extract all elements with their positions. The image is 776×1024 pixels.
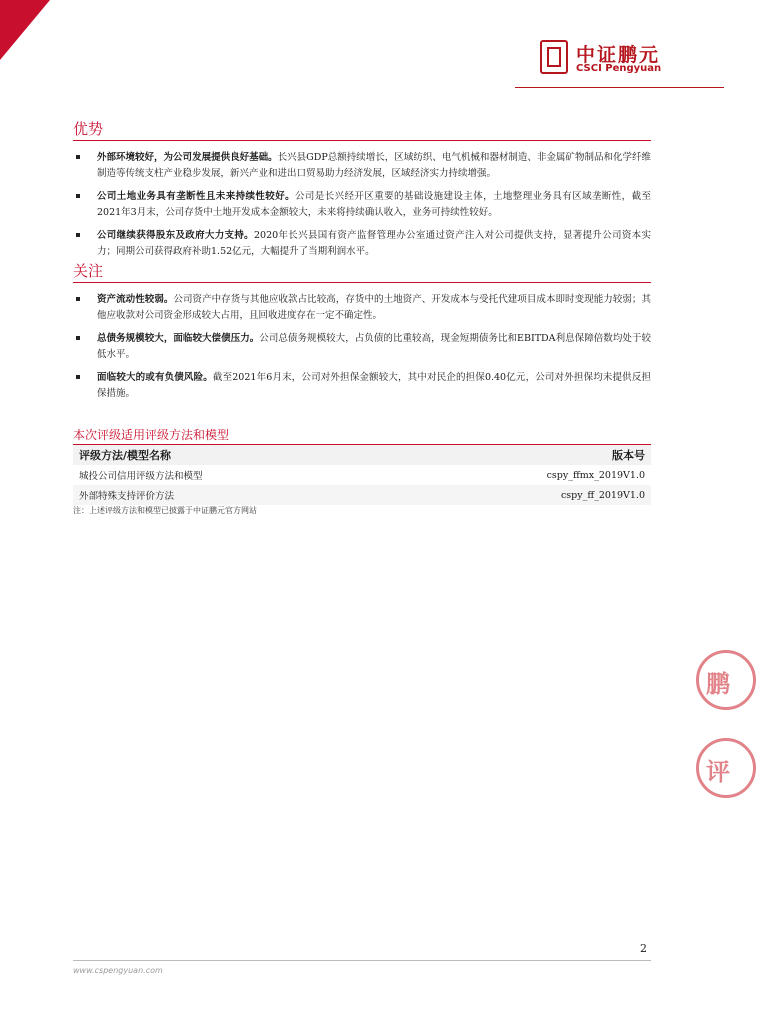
brand-name-cn: 中证鹏元: [576, 44, 661, 66]
strengths-divider: [73, 140, 651, 141]
bullet-lead: 资产流动性较弱。: [97, 294, 174, 305]
stamp-glyph: 评: [706, 758, 730, 786]
list-item: [73, 370, 651, 401]
footer-divider: [73, 960, 651, 961]
logo-seal-icon: [540, 40, 568, 74]
list-item: [73, 292, 651, 323]
method-version-cell: cspy_ffmx_2019V1.0: [546, 469, 645, 481]
bullet-text: 公司资产中存货与其他应收款占比较高，存货中的土地资产、开发成本与受托代建项目成本即时变现能力较弱；其他应收款对公司资金形成较大占用，且回收进度存在一定不确定性。: [97, 294, 651, 321]
footer-url: www.cspengyuan.com: [73, 966, 163, 975]
concerns-list: [73, 292, 651, 409]
bullet-text: 长兴县GDP总额持续增长，区域纺织、电气机械和器材制造、非金属矿物制品和化学纤维制造等传统支柱产业稳步发展，新兴产业和进出口贸易助力经济发展，区域经济实力持续增强。: [97, 152, 651, 179]
strengths-list: [73, 150, 651, 267]
concerns-divider: [73, 282, 651, 283]
list-item: [73, 228, 651, 259]
table-header-row: [73, 445, 651, 466]
corner-decoration: [0, 0, 50, 60]
strengths-heading: 优势: [73, 120, 104, 138]
page-number: 2: [640, 942, 647, 955]
header-divider: [515, 87, 724, 88]
table-row: [73, 485, 651, 505]
table-row: [73, 465, 651, 485]
methods-table: [73, 444, 651, 505]
method-version-cell: cspy_ff_2019V1.0: [392, 485, 652, 505]
column-header-name: 评级方法/模型名称: [73, 445, 392, 466]
list-item: [73, 331, 651, 362]
bullet-lead: 总债务规模较大，面临较大偿债压力。: [97, 333, 260, 344]
bullet-lead: 外部环境较好，为公司发展提供良好基础。: [97, 152, 278, 163]
bullet-lead: 公司土地业务具有垄断性且未来持续性较好。: [97, 191, 295, 202]
company-logo: [540, 40, 680, 80]
bullet-lead: 公司继续获得股东及政府大力支持。: [97, 230, 254, 241]
bullet-text: 公司总债务规模较大，占负债的比重较高，现金短期债务比和EBITDA利息保障倍数均处于较低水平。: [97, 333, 651, 360]
bullet-text: 截至2021年6月末，公司对外担保金额较大，其中对民企的担保0.40亿元，公司对外担保均未提供反担保措施。: [97, 372, 651, 399]
methods-table-title: 本次评级适用评级方法和模型: [73, 428, 230, 442]
column-header-version: 版本号: [392, 445, 652, 466]
list-item: [73, 150, 651, 181]
bullet-text: 公司是长兴经开区重要的基础设施建设主体，土地整理业务具有区域垄断性，截至2021年3月末，公司存货中土地开发成本金额较大，未来将持续确认收入，业务可持续性较好。: [97, 191, 651, 218]
method-name-cell: 城投公司信用评级方法和模型: [79, 471, 203, 482]
method-name-cell: 外部特殊支持评价方法: [73, 485, 392, 505]
bullet-text: 2020年长兴县国有资产监督管理办公室通过资产注入对公司提供支持，显著提升公司资本实力；同期公司获得政府补助1.52亿元，大幅提升了当期利润水平。: [97, 230, 651, 257]
concerns-heading: 关注: [73, 262, 104, 280]
official-seal-stamp: [696, 650, 776, 810]
bullet-lead: 面临较大的或有负债风险。: [97, 372, 213, 383]
table-note: 注：上述评级方法和模型已披露于中证鹏元官方网站: [73, 506, 257, 515]
brand-name-en: CSCI Pengyuan: [576, 63, 662, 74]
list-item: [73, 189, 651, 220]
stamp-glyph: 鹏: [706, 670, 730, 698]
